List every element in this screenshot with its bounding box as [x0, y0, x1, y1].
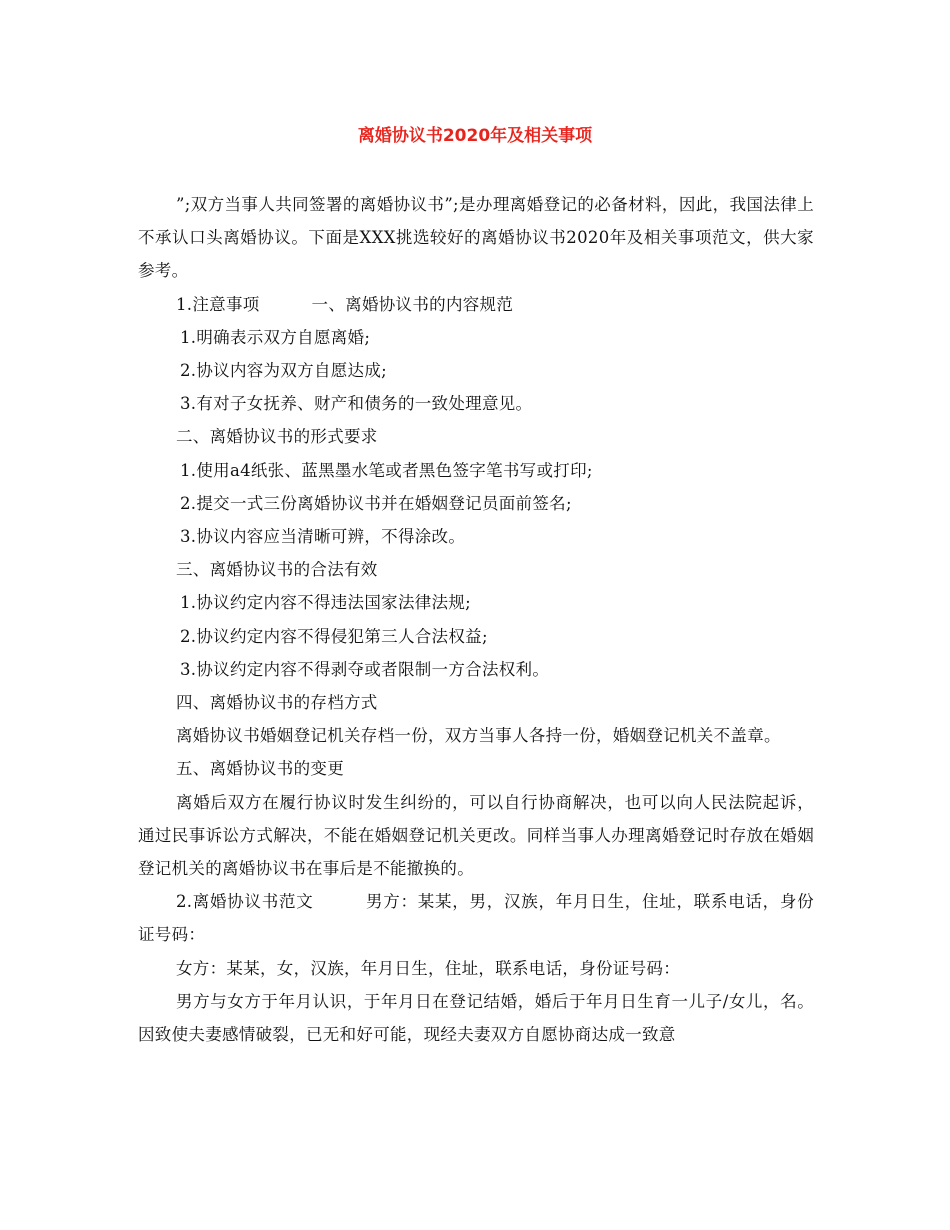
paragraph: 1.协议约定内容不得违法国家法律法规; — [180, 593, 472, 613]
paragraph: 离婚后双方在履行协议时发生纠纷的，可以自行协商解决，也可以向人民法院起诉，通过民事诉讼方式解决，不能在婚姻登记机关更改。同样当事人办理离婚登记时存放在婚姻登记机关的离婚协议书在事后是不能撤换的。 — [138, 792, 814, 879]
paragraph: 四、离婚协议书的存档方式 — [176, 693, 378, 713]
paragraph: 2.提交一式三份离婚协议书并在婚姻登记员面前签名; — [180, 493, 572, 513]
paragraph: 3.协议约定内容不得剥夺或者限制一方合法权利。 — [180, 659, 550, 679]
paragraph: 三、离婚协议书的合法有效 — [176, 560, 378, 580]
paragraph: 女方：某某，女，汉族，年月日生，住址，联系电话，身份证号码： — [176, 958, 680, 978]
document-title: 离婚协议书2020年及相关事项 — [357, 126, 593, 146]
paragraph: 离婚协议书婚姻登记机关存档一份，双方当事人各持一份，婚姻登记机关不盖章。 — [176, 726, 781, 746]
paragraph: 男方与女方于年月认识，于年月日在登记结婚，婚后于年月日生育一儿子/女儿，名。因致使夫妻感情破裂，已无和好可能，现经夫妻双方自愿协商达成一致意 — [138, 991, 814, 1045]
paragraph-lead: 1.注意事项 — [176, 294, 260, 314]
paragraph — [138, 288, 814, 321]
paragraph: 1.明确表示双方自愿离婚; — [180, 327, 371, 347]
paragraph: 1.使用a4纸张、蓝黑墨水笔或者黑色签字笔书写或打印; — [180, 460, 593, 480]
paragraph: ”;双方当事人共同签署的离婚协议书”;是办理离婚登记的必备材料，因此，我国法律上不承认口头离婚协议。下面是XXX挑选较好的离婚协议书2020年及相关事项范文，供大家参考。 — [138, 195, 814, 281]
paragraph: 2.协议内容为双方自愿达成; — [180, 361, 388, 381]
paragraph: 五、离婚协议书的变更 — [176, 759, 344, 779]
paragraph-rest: 男方：某某，男，汉族，年月日生，住址，联系电话，身份证号码： — [138, 892, 814, 945]
paragraph — [138, 885, 814, 951]
paragraph-lead: 2.离婚协议书范文 — [176, 892, 314, 912]
document-body — [138, 188, 814, 1051]
paragraph: 二、离婚协议书的形式要求 — [176, 427, 378, 447]
paragraph: 3.协议内容应当清晰可辨，不得涂改。 — [180, 527, 466, 547]
paragraph: 2.协议约定内容不得侵犯第三人合法权益; — [180, 626, 488, 646]
paragraph-rest: 一、离婚协议书的内容规范 — [311, 294, 514, 314]
paragraph: 3.有对子女抚养、财产和债务的一致处理意见。 — [180, 394, 533, 414]
